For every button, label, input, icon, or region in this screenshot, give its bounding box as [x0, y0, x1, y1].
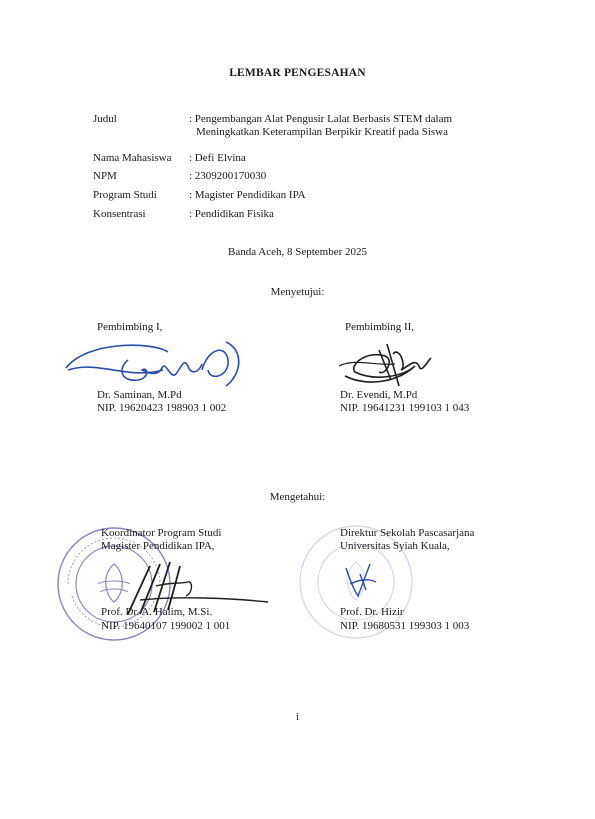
- pembimbing2-signature: [335, 336, 440, 394]
- prodi-label: Program Studi: [93, 189, 157, 201]
- nama-label: Nama Mahasiswa: [93, 152, 172, 164]
- npm-value: : 2309200170030: [189, 170, 267, 182]
- pembimbing1-name: Dr. Saminan, M.Pd: [97, 389, 182, 401]
- pembimbing2-name: Dr. Evendi, M.Pd: [340, 389, 418, 401]
- direktur-role-line2: Universitas Syiah Kuala,: [340, 540, 450, 552]
- konsentrasi-value: : Pendidikan Fisika: [189, 208, 274, 220]
- nama-value: : Defi Elvina: [189, 152, 246, 164]
- pembimbing1-nip: NIP. 19620423 198903 1 002: [97, 402, 227, 414]
- judul-value-line1: : Pengembangan Alat Pengusir Lalat Berbasis STEM dalam: [189, 113, 453, 125]
- direktur-role-line1: Direktur Sekolah Pascasarjana: [340, 527, 475, 539]
- pembimbing1-signature: [58, 330, 248, 392]
- direktur-name: Prof. Dr. Hizir: [340, 606, 404, 618]
- pembimbing1-role: Pembimbing I,: [97, 321, 163, 333]
- judul-label: Judul: [93, 113, 117, 125]
- koordinator-role-line1: Koordinator Program Studi: [101, 527, 222, 539]
- koordinator-role-line2: Magister Pendidikan IPA,: [101, 540, 215, 552]
- page-title: LEMBAR PENGESAHAN: [229, 67, 366, 79]
- direktur-nip: NIP. 19680531 199303 1 003: [340, 620, 470, 632]
- konsentrasi-label: Konsentrasi: [93, 208, 146, 220]
- place-date: Banda Aceh, 8 September 2025: [228, 246, 367, 258]
- judul-value-line2: Meningkatkan Keterampilan Berpikir Kreatif pada Siswa: [196, 126, 449, 138]
- approve-heading: Menyetujui:: [270, 286, 325, 298]
- pembimbing2-role: Pembimbing II,: [345, 321, 415, 333]
- acknowledge-heading: Mengetahui:: [269, 491, 326, 503]
- prodi-value: : Magister Pendidikan IPA: [189, 189, 306, 201]
- koordinator-nip: NIP. 19640107 199002 1 001: [101, 620, 231, 632]
- npm-label: NPM: [93, 170, 117, 182]
- pembimbing2-nip: NIP. 19641231 199103 1 043: [340, 402, 470, 414]
- koordinator-name: Prof. Dr. A. Halim, M.Si.: [101, 606, 213, 618]
- page-number: i: [295, 711, 300, 723]
- direktur-signature: [340, 560, 380, 600]
